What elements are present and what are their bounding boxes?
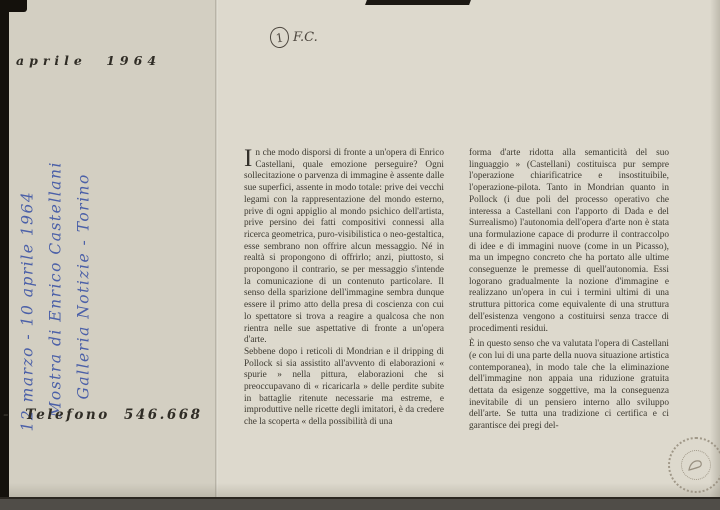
- handwritten-note-title: Mostra di Enrico Castellani: [46, 161, 65, 418]
- scan-edge-top-left: [0, 0, 27, 12]
- handwritten-note-gallery: Galleria Notizie - Torino: [74, 173, 93, 400]
- right-page-shadow: [710, 0, 720, 497]
- scan-edge-bottom: [0, 497, 720, 510]
- column1-paragraph-1: [244, 145, 444, 347]
- column2-paragraph-2: È in questo senso che va valutata l'opera di Castellani (e con lui di una parte della nuova situazione artistica contemporanea), in modo tale che la eliminazione dell'immagine non appaia una riduzione gratuita dettata da esigenze soggettive, ma la conseguenza inevitabile di un pensiero interno allo sviluppo dell'arte. Se tutta una tradizione ci certifica e ci garantisce dei pregi del-: [469, 339, 669, 432]
- bottom-page-shadow: [0, 483, 720, 497]
- pencil-annotation: [270, 27, 318, 48]
- stamp-emblem-icon: [686, 456, 706, 474]
- dropcap-initial: I: [244, 145, 253, 172]
- page-fold-crease: [215, 0, 218, 497]
- scan-edge-left: [0, 0, 9, 510]
- column2-paragraph-1: forma d'arte ridotta alla semanticità del suo linguaggio » (Castellani) costituisca pur sempre l'operazione chiarificatrice e insostituibile, l'operazione-pilota. Tanto in Mondrian quanto in Pollock (i due poli del processo operativo che interessa a Castellani con l'apporto di Dada e del Surrealismo) l'autonomia dell'opera d'arte non è stata una formulazione capace di produrre il contraccolpo di idee e di immagini nuove (come in un Picasso), ma un impegno concreto che ha portato alle ultime conseguenze le premesse di quell'autonomia. Essi logorano gradualmente la nozione d'immagine e realizzano un'opera in cui i termini ultimi di una struttura pittorica come equivalente di una struttura dell'esistenza vengono a costituirsi senza tracce di procedimenti residui.: [469, 148, 669, 334]
- scan-edge-top-mark: [365, 0, 471, 5]
- column1-paragraph-1-text: n che modo disporsi di fronte a un'opera di Enrico Castellani, quale emozione perseguire? Ogni sollecitazione o parvenza di immagine è assente dalle sue superfici, assente in modo totale: prive dei vecchi legami con la rappresentazione del mondo esterno, prive di ogni appiglio al mondo psichico dell'artista, prive persino dei fatti compositivi connessi alla ricerca geometrica, puro-visibilistica o neo-gestaltica, esse sembrano non offrire alcun messaggio. Né in realtà si propongono di offrirlo; anzi, piuttosto, si propongono il contrario, se per messaggio s'intende la comunicazione di un contenuto particolare. Il senso della sparizione dell'immagine sembra dunque essere il primo atto della presa di coscienza con cui lo spettatore si trova a reagire a qualcosa che non rientra nelle sue aspettative di fronte a un'opera d'arte.: [244, 148, 444, 346]
- handwritten-note: [14, 147, 102, 432]
- column1-paragraph-2: Sebbene dopo i reticoli di Mondrian e il dripping di Pollock si sia assistito all'avvento di elaborazioni « spurie » nella pittura, elaborazioni che si preoccupavano di « ricaricarla » delle perdite subite in battaglie ritenute necessarie ma estreme, e improduttive nelle ricette degli imitatori, è da credere che la scoperta « della possibilità di una: [244, 346, 444, 428]
- embossed-round-stamp-icon: [668, 437, 720, 493]
- printed-date: aprile 1964: [16, 53, 162, 68]
- annotation-initials: F.C.: [293, 30, 318, 45]
- handwritten-note-dates: 12 marzo - 10 aprile 1964: [18, 190, 37, 432]
- circled-number-icon: 1: [269, 26, 291, 49]
- article-column-1: [244, 145, 444, 429]
- telephone-line: - Telefono 546.668: [3, 407, 203, 423]
- article-column-2: [469, 148, 669, 433]
